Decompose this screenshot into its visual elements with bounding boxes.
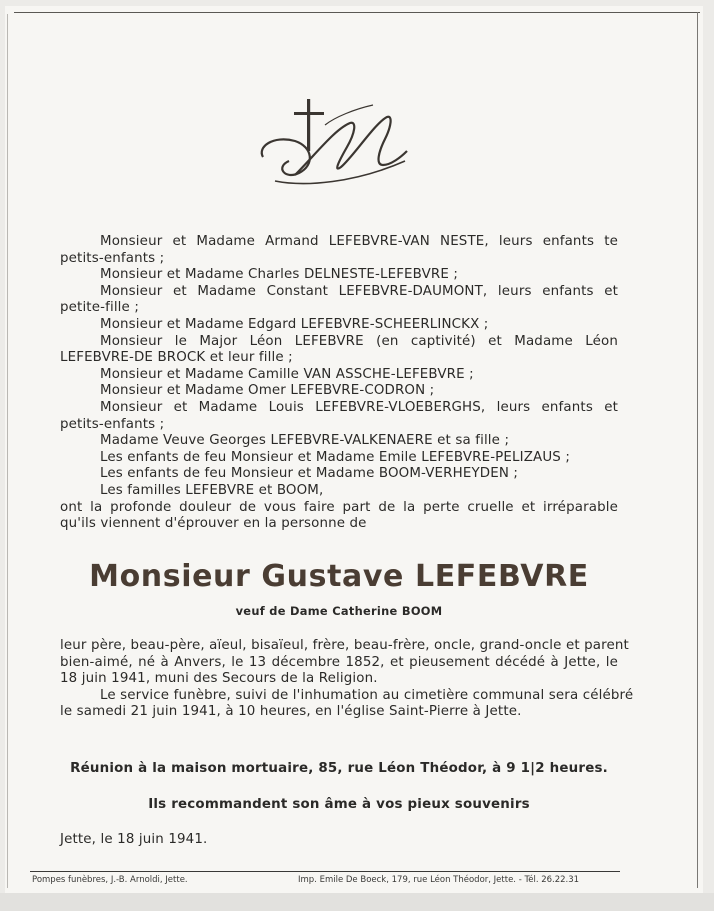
left-edge-line — [7, 14, 8, 888]
announcement-line: Monsieur et Madame Omer LEFEBVRE-CODRON ; — [100, 383, 435, 399]
announcement-line: Monsieur et Madame Edgard LEFEBVRE-SCHEERLINCKX ; — [100, 316, 489, 332]
top-border-line — [14, 12, 700, 13]
right-border-line — [697, 12, 698, 888]
details-line: bien-aimé, né à Anvers, le 13 décembre 1852, et pieusement décédé à Jette, le — [60, 654, 618, 670]
footer-printer: Imp. Emile De Boeck, 179, rue Léon Théodor, Jette. - Tél. 26.22.31 — [298, 875, 580, 885]
recommendation-line: Ils recommandent son âme à vos pieux souvenirs — [148, 797, 530, 812]
reunion-notice: Réunion à la maison mortuaire, 85, rue Léon Théodor, à 9 1|2 heures. — [70, 761, 608, 776]
announcement-line: Monsieur et Madame Camille VAN ASSCHE-LEFEBVRE ; — [100, 366, 474, 382]
widow-line: veuf de Dame Catherine BOOM — [235, 604, 443, 618]
details-line: le samedi 21 juin 1941, à 10 heures, en l'église Saint-Pierre à Jette. — [60, 704, 522, 720]
announcement-line: Monsieur et Madame Charles DELNESTE-LEFEBVRE ; — [100, 267, 459, 283]
announcement-line: qu'ils viennent d'éprouver en la personne de — [60, 516, 367, 532]
announcement-line: Madame Veuve Georges LEFEBVRE-VALKENAERE et sa fille ; — [100, 433, 510, 449]
details-line: 18 juin 1941, muni des Secours de la Religion. — [60, 671, 378, 687]
place-date-block — [60, 832, 618, 849]
announcement-line: Monsieur le Major Léon LEFEBVRE (en captivité) et Madame Léon — [100, 333, 618, 349]
announcement-line: petits-enfants ; — [60, 416, 165, 432]
announcement-line: Les enfants de feu Monsieur et Madame BOOM-VERHEYDEN ; — [100, 466, 519, 482]
deceased-name: Monsieur Gustave LEFEBVRE — [89, 559, 589, 594]
place-date: Jette, le 18 juin 1941. — [60, 832, 208, 847]
announcement-line: LEFEBVRE-DE BROCK et leur fille ; — [60, 350, 293, 366]
announcement-line: Monsieur et Madame Armand LEFEBVRE-VAN NESTE, leurs enfants te — [100, 234, 618, 249]
footer-funeral-director: Pompes funèbres, J.-B. Arnoldi, Jette. — [32, 875, 188, 885]
announcement-line: Les familles LEFEBVRE et BOOM, — [100, 482, 324, 498]
announcement-line: petite-fille ; — [60, 300, 140, 316]
scan-bottom-edge — [0, 893, 714, 911]
announcement-line: Les enfants de feu Monsieur et Madame Emile LEFEBVRE-PELIZAUS ; — [100, 449, 571, 465]
announcement-line: ont la profonde douleur de vous faire part de la perte cruelle et irréparable — [60, 499, 618, 515]
cross-monogram-icon — [255, 95, 425, 190]
footer-rule — [30, 871, 620, 872]
announcement-line: Monsieur et Madame Constant LEFEBVRE-DAUMONT, leurs enfants et — [100, 283, 618, 299]
details-block — [60, 638, 634, 721]
details-line: Le service funèbre, suivi de l'inhumation au cimetière communal sera célébré — [100, 687, 634, 703]
announcement-block — [60, 234, 618, 533]
announcement-line: Monsieur et Madame Louis LEFEBVRE-VLOEBERGHS, leurs enfants et — [100, 399, 618, 415]
details-line: leur père, beau-père, aïeul, bisaïeul, frère, beau-frère, oncle, grand-oncle et parent — [60, 638, 629, 653]
announcement-line: petits-enfants ; — [60, 250, 165, 266]
